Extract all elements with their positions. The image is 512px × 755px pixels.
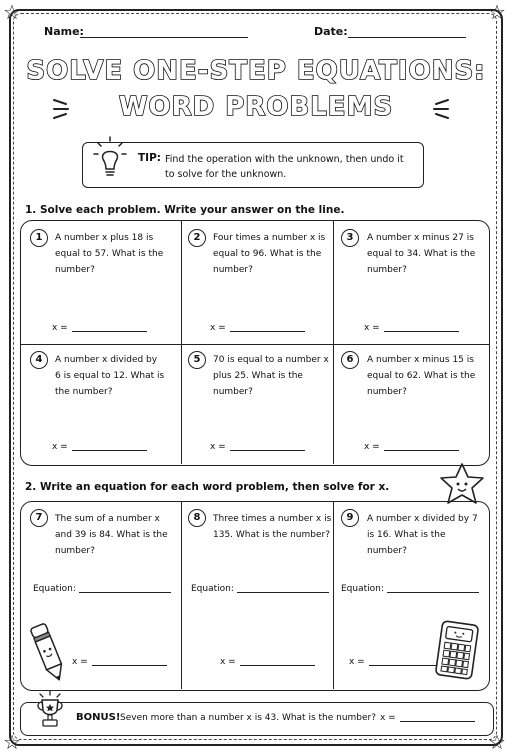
smiling-star-icon bbox=[437, 462, 487, 506]
tip-label: TIP: bbox=[138, 152, 161, 164]
answer-field[interactable]: x = bbox=[210, 442, 305, 452]
grid-divider bbox=[181, 221, 182, 464]
problem-number: 1 bbox=[30, 229, 48, 247]
tip-box bbox=[82, 142, 424, 188]
corner-star-icon: ☆ bbox=[488, 730, 506, 754]
trophy-icon bbox=[34, 690, 66, 732]
tip-text: Find the operation with the unknown, then undo it to solve for the unknown. bbox=[165, 154, 404, 180]
name-label: Name: bbox=[44, 25, 84, 38]
date-label: Date: bbox=[314, 25, 348, 38]
equation-field[interactable]: Equation: bbox=[341, 584, 479, 594]
problem-text: Four times a number x is equal to 96. What is the number? bbox=[213, 233, 326, 275]
problem-text: Three times a number x is 135. What is the number? bbox=[213, 514, 332, 540]
bonus-answer-field[interactable]: x = bbox=[380, 713, 475, 723]
problem-text: A number x divided by 7 is 16. What is the number? bbox=[367, 514, 478, 556]
problem-text: 70 is equal to a number x plus 25. What is the number? bbox=[213, 355, 329, 397]
corner-star-icon: ☆ bbox=[488, 0, 506, 24]
bonus-text: Seven more than a number x is 43. What is the number? bbox=[120, 713, 377, 723]
grid-divider bbox=[21, 344, 489, 345]
corner-star-icon: ☆ bbox=[3, 0, 21, 24]
equation-field[interactable]: Equation: bbox=[33, 584, 171, 594]
bonus-label: BONUS! bbox=[76, 712, 121, 723]
answer-field[interactable]: x = bbox=[364, 323, 459, 333]
problem-number: 5 bbox=[188, 351, 206, 369]
problem-number: 9 bbox=[341, 509, 359, 527]
section2-title: 2. Write an equation for each word problem, then solve for x. bbox=[25, 481, 390, 493]
sparkle-right-icon bbox=[430, 96, 450, 122]
corner-star-icon: ☆ bbox=[3, 730, 21, 754]
problem-text: A number x plus 18 is equal to 57. What is the number? bbox=[55, 233, 164, 275]
problem-number: 3 bbox=[341, 229, 359, 247]
name-field[interactable] bbox=[80, 37, 248, 38]
answer-field[interactable]: x = bbox=[72, 657, 167, 667]
sparkle-left-icon bbox=[52, 96, 72, 122]
answer-field[interactable]: x = bbox=[349, 657, 444, 667]
page-title-line2: WORD PROBLEMS bbox=[118, 92, 394, 122]
problem-text: A number x minus 27 is equal to 34. What is the number? bbox=[367, 233, 476, 275]
answer-field[interactable]: x = bbox=[210, 323, 305, 333]
problem-number: 8 bbox=[188, 509, 206, 527]
section1-title: 1. Solve each problem. Write your answer on the line. bbox=[25, 204, 345, 216]
problem-number: 6 bbox=[341, 351, 359, 369]
grid-divider bbox=[333, 221, 334, 464]
problem-number: 2 bbox=[188, 229, 206, 247]
pencil-icon bbox=[28, 620, 68, 684]
problem-number: 4 bbox=[30, 351, 48, 369]
problem-text: A number x minus 15 is equal to 62. What is the number? bbox=[367, 355, 476, 397]
grid-divider bbox=[181, 502, 182, 689]
calculator-icon bbox=[436, 620, 478, 680]
answer-field[interactable]: x = bbox=[52, 323, 147, 333]
answer-field[interactable]: x = bbox=[220, 657, 315, 667]
lightbulb-icon bbox=[93, 135, 127, 181]
equation-field[interactable]: Equation: bbox=[191, 584, 329, 594]
problem-text: A number x divided by 6 is equal to 12. What is the number? bbox=[55, 355, 165, 397]
grid-divider bbox=[333, 502, 334, 689]
problem-number: 7 bbox=[30, 509, 48, 527]
date-field[interactable] bbox=[348, 37, 466, 38]
answer-field[interactable]: x = bbox=[364, 442, 459, 452]
page-title-line1: SOLVE ONE-STEP EQUATIONS: bbox=[26, 56, 486, 86]
answer-field[interactable]: x = bbox=[52, 442, 147, 452]
problem-text: The sum of a number x and 39 is 84. What is the number? bbox=[55, 514, 168, 556]
